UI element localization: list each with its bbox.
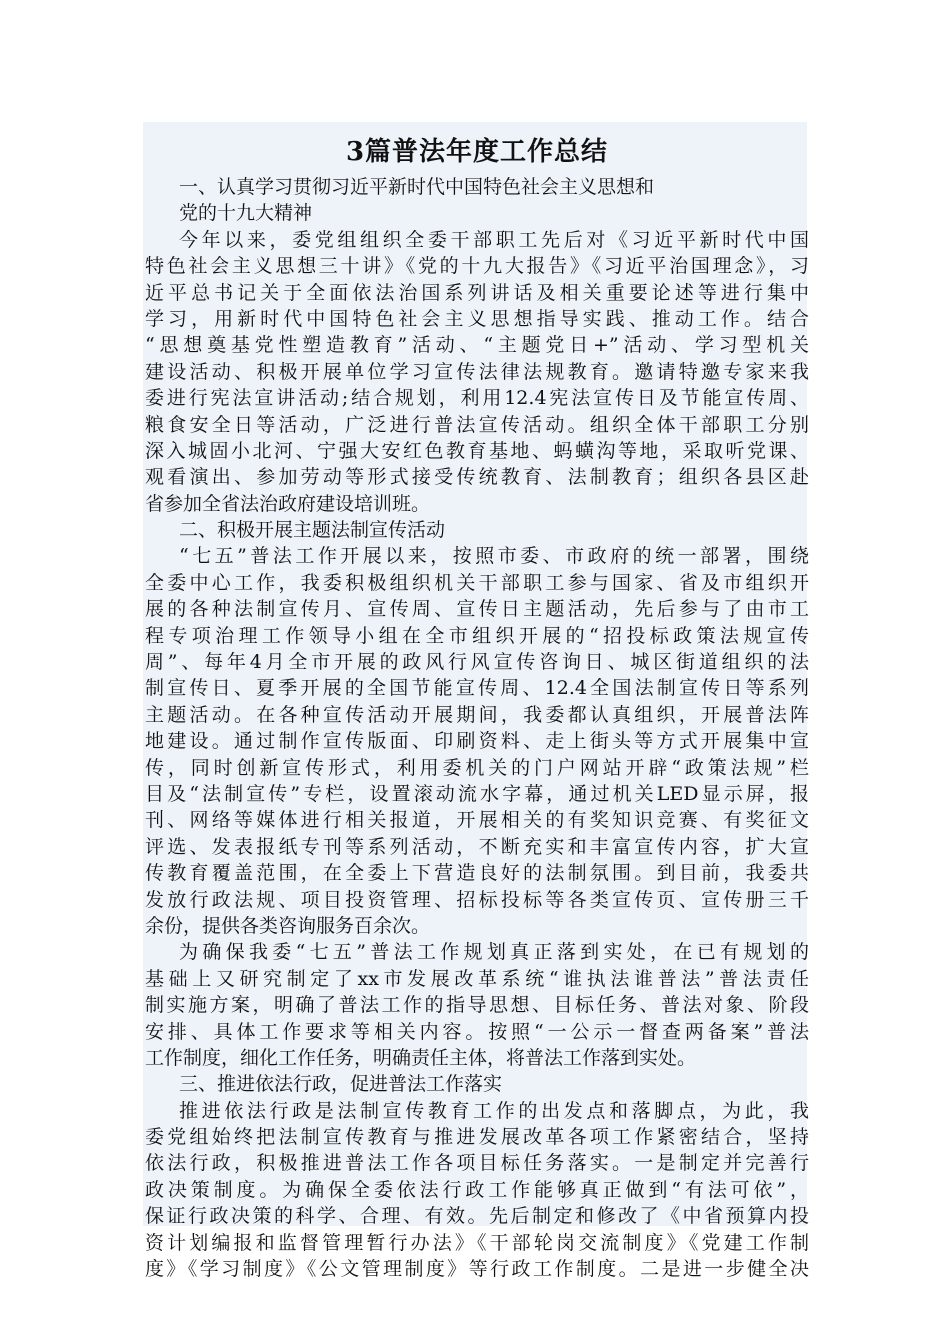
text-line: 评选、发表报纸专刊等系列活动，不断充实和丰富宣传内容，扩大宣 (145, 835, 809, 858)
text-line: 特色社会主义思想三十讲》《党的十九大报告》《习近平治国理念》，习 (145, 255, 809, 278)
text-line: 传，同时创新宣传形式，利用委机关的门户网站开辟“政策法规”栏 (145, 756, 809, 779)
text-line: 安排、具体工作要求等相关内容。按照“一公示一督查两备案”普法 (145, 1020, 809, 1043)
text-line: 为确保我委“七五”普法工作规划真正落到实处，在已有规划的 (179, 941, 809, 964)
text-line: 地建设。通过制作宣传版面、印刷资料、走上街头等方式开展集中宣 (145, 730, 809, 753)
text-line: 近平总书记关于全面依法治国系列讲话及相关重要论述等进行集中 (145, 281, 809, 304)
text-line: 展的各种法制宣传月、宣传周、宣传日主题活动，先后参与了由市工 (145, 598, 809, 621)
text-line: 一、认真学习贯彻习近平新时代中国特色社会主义思想和 (179, 176, 655, 198)
text-line: 保证行政决策的科学、合理、有效。先后制定和修改了《中省预算内投 (145, 1205, 809, 1228)
document-body (145, 130, 809, 1282)
text-line: “七五”普法工作开展以来，按照市委、市政府的统一部署，围绕 (179, 545, 809, 568)
text-line: 目及“法制宣传”专栏，设置滚动流水字幕，通过机关LED显示屏，报 (145, 782, 809, 805)
text-line: 党的十九大精神 (179, 202, 313, 225)
text-line: 基础上又研究制定了xx市发展改革系统“谁执法谁普法”普法责任 (145, 967, 809, 990)
text-line: 二、积极开展主题法制宣传活动 (179, 519, 446, 542)
text-line: 余份，提供各类咨询服务百余次。 (145, 914, 431, 937)
text-line: 推进依法行政是法制宣传教育工作的出发点和落脚点，为此，我 (179, 1099, 809, 1122)
text-line: 刊、网络等媒体进行相关报道，开展相关的有奖知识竞赛、有奖征文 (145, 809, 809, 832)
text-line: 委进行宪法宣讲活动;结合规划，利用12.4宪法宣传日及节能宣传周、 (145, 387, 809, 410)
text-line: 三、推进依法行政，促进普法工作落实 (179, 1073, 503, 1096)
text-line: 传教育覆盖范围，在全委上下营造良好的法制氛围。到目前，我委共 (145, 862, 809, 885)
text-line: 建设活动、积极开展单位学习宣传法律法规教育。邀请特邀专家来我 (145, 360, 809, 383)
text-line: 全委中心工作，我委积极组织机关干部职工参与国家、省及市组织开 (145, 571, 809, 594)
text-line: 度》《学习制度》《公文管理制度》等行政工作制度。二是进一步健全决 (145, 1258, 809, 1281)
text-line: 程专项治理工作领导小组在全市组织开展的“招投标政策法规宣传 (145, 624, 809, 647)
text-line: 制实施方案，明确了普法工作的指导思想、目标任务、普法对象、阶段 (145, 994, 809, 1017)
text-line: 周”、每年4月全市开展的政风行风宣传咨询日、城区街道组织的法 (145, 651, 809, 674)
text-line: 依法行政，积极推进普法工作各项目标任务落实。一是制定并完善行 (145, 1152, 809, 1175)
text-line: 粮食安全日等活动，广泛进行普法宣传活动。组织全体干部职工分别 (145, 413, 809, 436)
text-line: 省参加全省法治政府建设培训班。 (145, 492, 431, 515)
document-text (145, 174, 809, 1282)
text-line: 观看演出、参加劳动等形式接受传统教育、法制教育；组织各县区赴 (145, 466, 809, 489)
text-line: 政决策制度。为确保全委依法行政工作能够真正做到“有法可依”， (145, 1178, 809, 1201)
text-line: 制宣传日、夏季开展的全国节能宣传周、12.4全国法制宣传日等系列 (145, 677, 809, 700)
text-line: 发放行政法规、项目投资管理、招标投标等各类宣传页、宣传册三千 (145, 888, 809, 911)
text-line: 深入城固小北河、宁强大安红色教育基地、蚂蟥沟等地，采取听党课、 (145, 439, 809, 462)
text-line: 资计划编报和监督管理暂行办法》《干部轮岗交流制度》《党建工作制 (145, 1231, 809, 1254)
text-line: 学习，用新时代中国特色社会主义思想指导实践、推动工作。结合 (145, 307, 809, 330)
text-line: 工作制度，细化工作任务，明确责任主体，将普法工作落到实处。 (145, 1046, 697, 1069)
text-line: “思想奠基党性塑造教育”活动、“主题党日+”活动、学习型机关 (145, 334, 809, 357)
text-line: 委党组始终把法制宣传教育与推进发展改革各项工作紧密结合，坚持 (145, 1126, 809, 1149)
document-title: 3篇普法年度工作总结 (345, 137, 609, 167)
text-line: 今年以来，委党组组织全委干部职工先后对《习近平新时代中国 (179, 228, 809, 251)
text-line: 主题活动。在各种宣传活动开展期间，我委都认真组织，开展普法阵 (145, 703, 809, 726)
